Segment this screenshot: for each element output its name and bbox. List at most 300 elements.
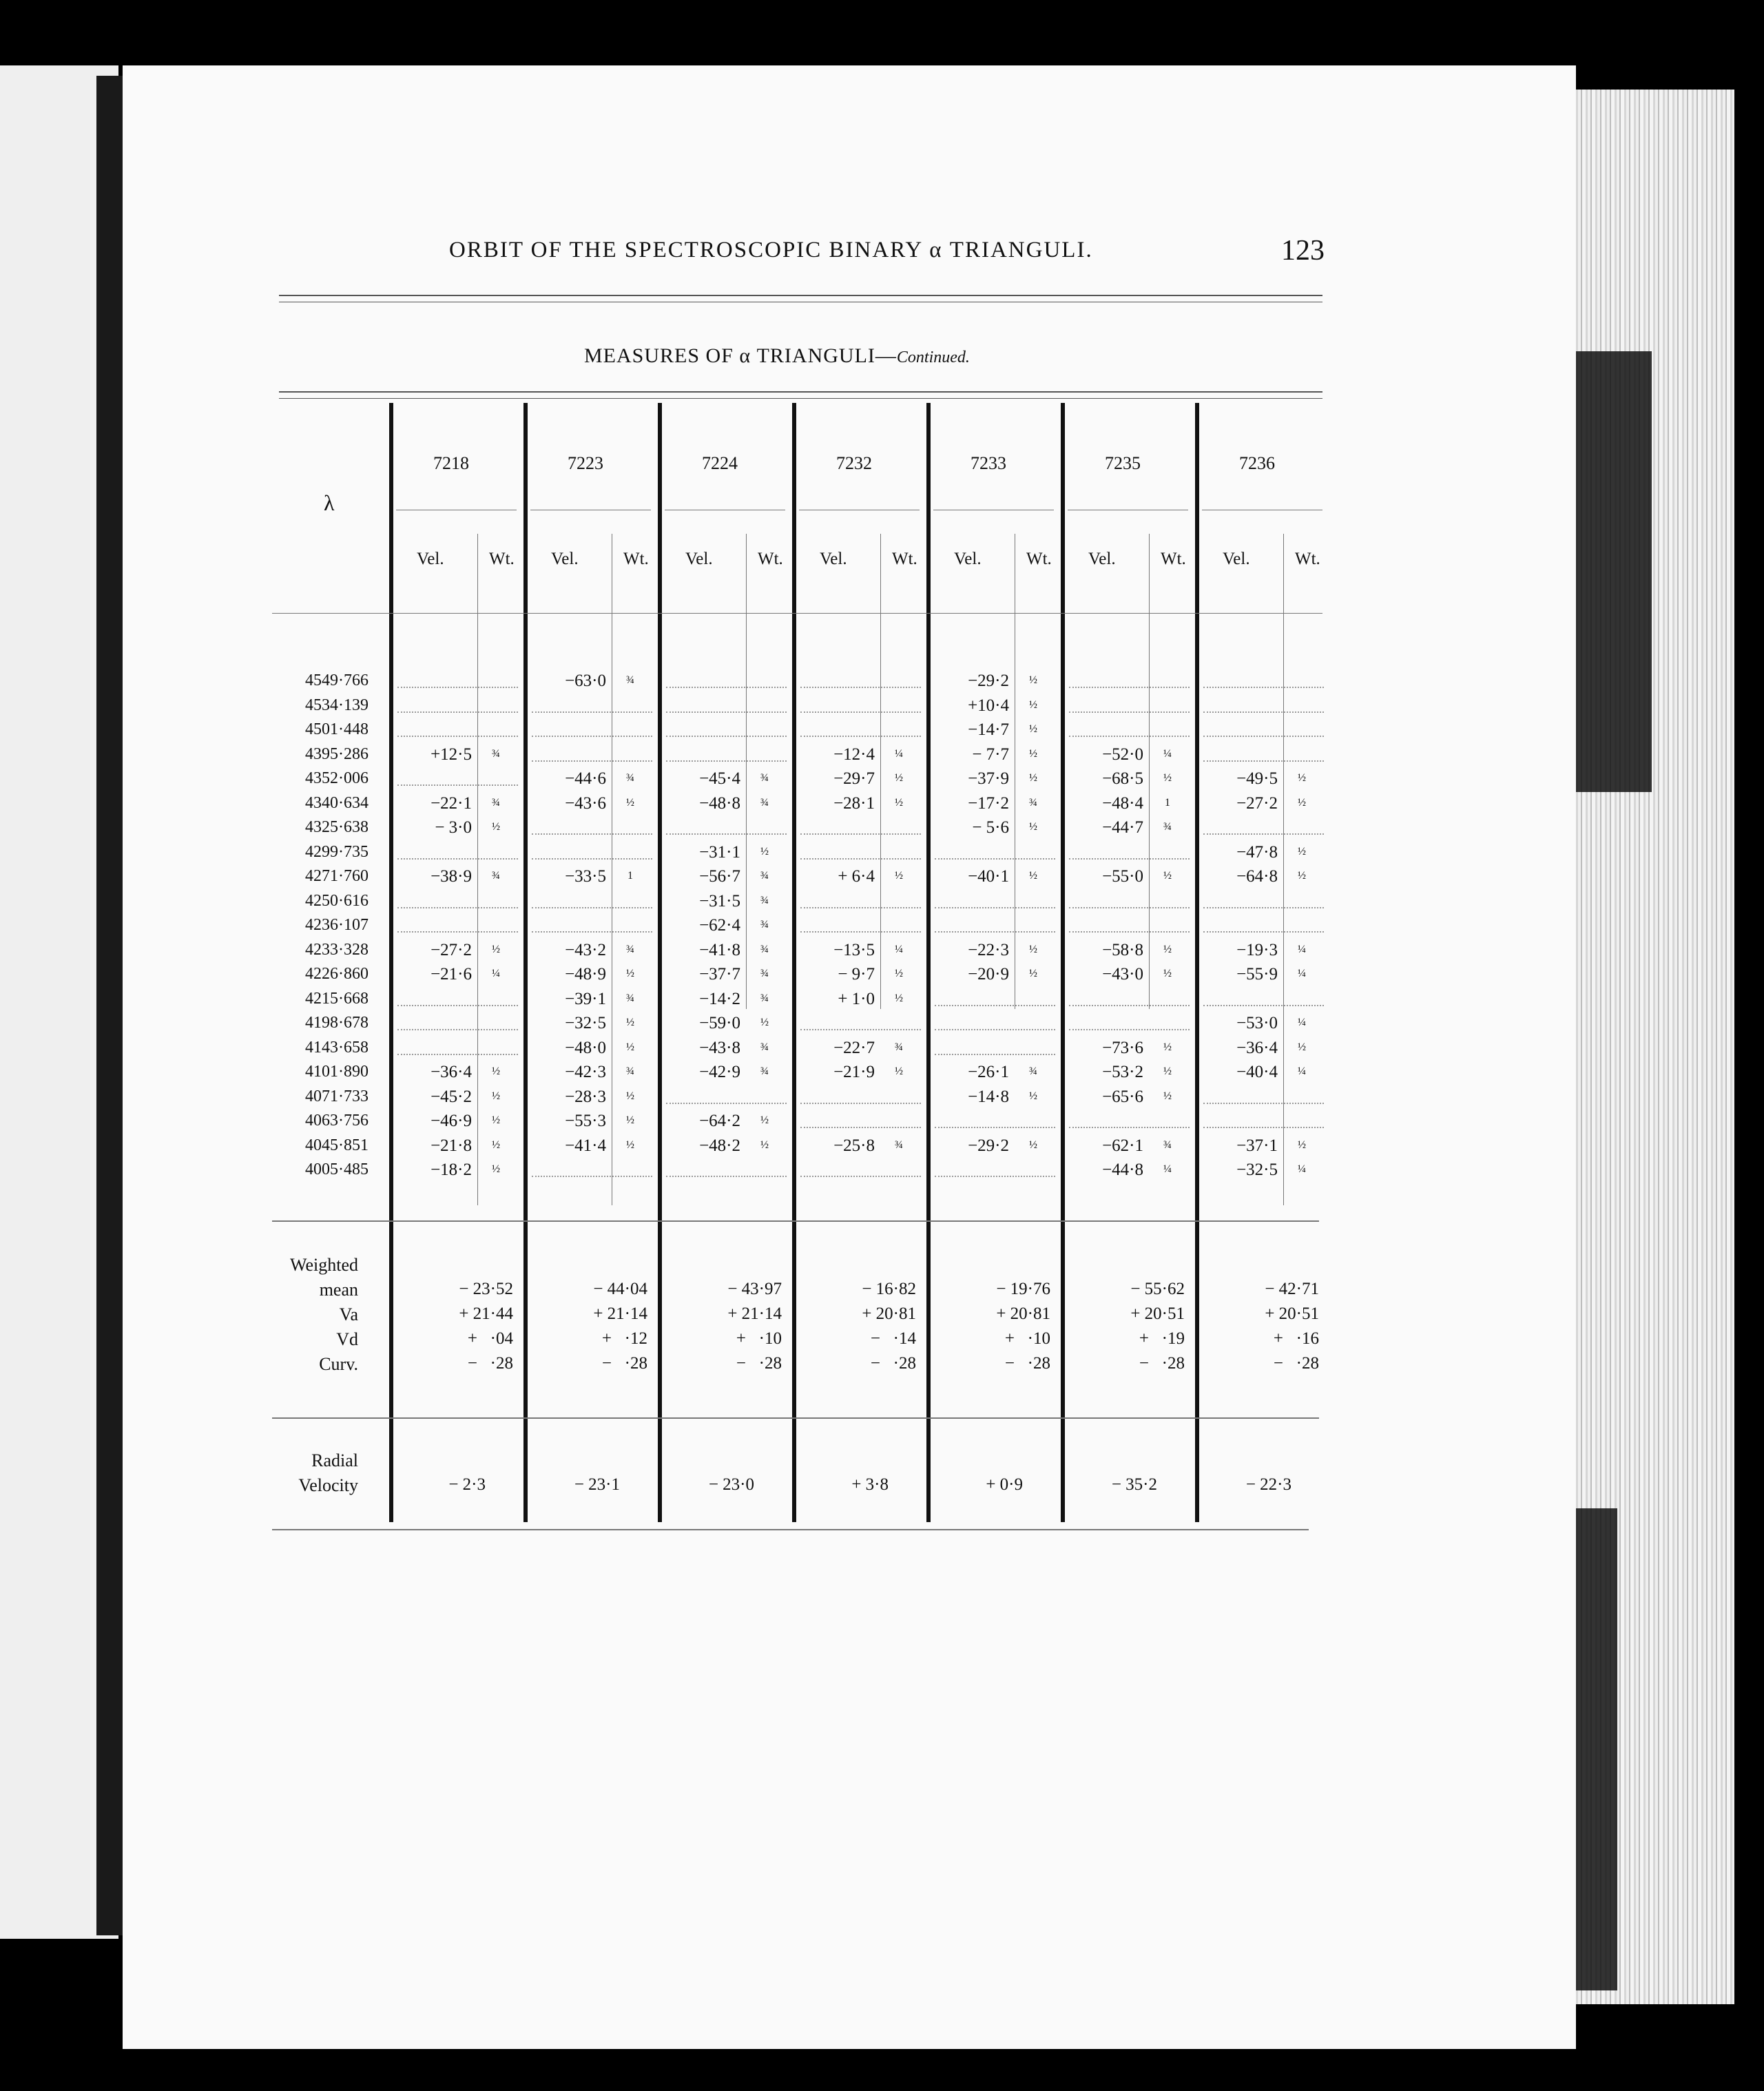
weight-value: ½ bbox=[1163, 772, 1172, 784]
wavelength: 4501·448 bbox=[305, 720, 369, 738]
dot-leader bbox=[666, 687, 787, 688]
mean-value: − 43·97 bbox=[727, 1280, 782, 1298]
dot-leader bbox=[666, 711, 787, 713]
velocity-value: −36·4 bbox=[1236, 1038, 1278, 1057]
velocity-label: Velocity bbox=[298, 1475, 358, 1495]
page-number: 123 bbox=[1281, 235, 1325, 267]
velocity-value: −62·4 bbox=[699, 916, 740, 935]
velocity-value: −58·8 bbox=[1102, 940, 1143, 959]
radial-velocity-value: + 3·8 bbox=[851, 1475, 889, 1494]
dot-leader bbox=[935, 858, 1055, 860]
wavelength: 4395·286 bbox=[305, 745, 369, 763]
weight-value: ¼ bbox=[895, 943, 903, 955]
weight-value: ¾ bbox=[760, 1065, 769, 1077]
velocity-value: −43·6 bbox=[565, 793, 606, 813]
velocity-value: +10·4 bbox=[968, 696, 1009, 715]
weight-value: ½ bbox=[626, 1090, 634, 1102]
mean-value: − 19·76 bbox=[996, 1280, 1050, 1298]
vd-value: + ·19 bbox=[1139, 1329, 1185, 1348]
table-top-rule-2 bbox=[279, 398, 1322, 399]
velocity-value: + 1·0 bbox=[838, 989, 875, 1008]
weight-value: ½ bbox=[1029, 821, 1037, 833]
dot-leader bbox=[800, 1029, 921, 1030]
vd-value: + ·10 bbox=[736, 1329, 782, 1348]
dot-leader bbox=[397, 736, 518, 737]
wavelength: 4549·766 bbox=[305, 672, 369, 689]
dot-leader bbox=[800, 1176, 921, 1177]
velocity-value: −18·2 bbox=[430, 1161, 472, 1179]
dot-leader bbox=[935, 1029, 1055, 1030]
wt-header: Wt. bbox=[1026, 550, 1052, 568]
velocity-value: −64·8 bbox=[1236, 867, 1278, 886]
weight-value: ¾ bbox=[760, 992, 769, 1004]
subheader-rule bbox=[272, 613, 1322, 614]
weight-value: ¾ bbox=[760, 796, 769, 809]
velocity-value: −56·7 bbox=[699, 867, 740, 886]
weight-value: ¼ bbox=[895, 747, 903, 760]
plate-header: 7233 bbox=[971, 453, 1006, 473]
velocity-value: −13·5 bbox=[833, 940, 875, 959]
weight-value: ¼ bbox=[1163, 1163, 1172, 1175]
weight-value: ½ bbox=[1029, 747, 1037, 760]
dot-leader bbox=[532, 711, 652, 713]
velocity-value: −68·5 bbox=[1102, 769, 1143, 788]
wavelength: 4236·107 bbox=[305, 916, 369, 934]
vd-value: − ·14 bbox=[870, 1329, 916, 1348]
wt-header: Wt. bbox=[758, 550, 783, 568]
velocity-value: −48·4 bbox=[1102, 793, 1143, 813]
velocity-value: −12·4 bbox=[833, 745, 875, 764]
weight-value: ¾ bbox=[626, 772, 634, 784]
velocity-value: −29·2 bbox=[968, 1136, 1009, 1155]
radial-label: Radial bbox=[311, 1450, 358, 1470]
wavelength: 4071·733 bbox=[305, 1087, 369, 1105]
weight-value: ½ bbox=[626, 1041, 634, 1053]
weight-value: ¾ bbox=[1163, 1138, 1172, 1151]
page-edges bbox=[1576, 90, 1734, 2004]
curv-value: − ·28 bbox=[1273, 1354, 1319, 1373]
weight-value: ½ bbox=[1029, 723, 1037, 735]
wavelength: 4250·616 bbox=[305, 891, 369, 910]
velocity-value: −37·9 bbox=[968, 769, 1009, 788]
dot-leader bbox=[532, 833, 652, 835]
va-value: + 20·81 bbox=[862, 1304, 916, 1323]
velocity-value: −65·6 bbox=[1102, 1087, 1143, 1106]
wavelength: 4045·851 bbox=[305, 1136, 369, 1154]
velocity-value: −28·1 bbox=[833, 793, 875, 813]
vel-wt-divider bbox=[880, 534, 881, 1009]
velocity-value: −43·0 bbox=[1102, 965, 1143, 984]
dot-leader bbox=[1069, 711, 1190, 713]
weight-value: ½ bbox=[492, 1065, 500, 1077]
vel-wt-divider bbox=[477, 534, 478, 1205]
velocity-value: −41·4 bbox=[565, 1136, 606, 1155]
dot-leader bbox=[1203, 1103, 1324, 1104]
weight-value: ½ bbox=[626, 796, 634, 809]
weight-value: ½ bbox=[492, 1138, 500, 1151]
radial-top-rule bbox=[272, 1417, 1319, 1419]
dot-leader bbox=[1203, 931, 1324, 933]
va-value: + 20·81 bbox=[996, 1304, 1050, 1323]
weight-value: ¼ bbox=[1298, 943, 1306, 955]
dot-leader bbox=[1203, 833, 1324, 835]
dot-leader bbox=[1069, 931, 1190, 933]
velocity-value: −46·9 bbox=[430, 1112, 472, 1130]
dot-leader bbox=[800, 907, 921, 908]
weight-value: ½ bbox=[895, 1065, 903, 1077]
vd-value: + ·04 bbox=[467, 1329, 513, 1348]
dot-leader bbox=[532, 760, 652, 762]
velocity-value: −53·0 bbox=[1236, 1014, 1278, 1032]
weight-value: 1 bbox=[627, 870, 633, 882]
velocity-value: −43·2 bbox=[565, 940, 606, 959]
velocity-value: − 5·6 bbox=[972, 818, 1009, 837]
velocity-value: −37·7 bbox=[699, 965, 740, 984]
va-value: + 21·14 bbox=[727, 1304, 782, 1323]
dot-leader bbox=[1203, 1127, 1324, 1128]
table-top-rule-1 bbox=[279, 391, 1322, 393]
weight-value: ½ bbox=[1163, 1090, 1172, 1102]
summary-top-rule bbox=[272, 1220, 1319, 1222]
dot-leader bbox=[1203, 1005, 1324, 1006]
wavelength: 4063·756 bbox=[305, 1112, 369, 1130]
velocity-value: −17·2 bbox=[968, 793, 1009, 813]
weight-value: ½ bbox=[895, 968, 903, 979]
weight-value: ½ bbox=[1163, 1041, 1172, 1053]
wt-header: Wt. bbox=[892, 550, 917, 568]
weight-value: ¾ bbox=[492, 870, 500, 882]
weight-value: ¾ bbox=[760, 1041, 769, 1053]
plate-header: 7235 bbox=[1105, 453, 1141, 473]
weight-value: ¾ bbox=[492, 796, 500, 809]
weight-value: ½ bbox=[492, 943, 500, 955]
weight-value: ¼ bbox=[1298, 1065, 1306, 1077]
velocity-value: −48·0 bbox=[565, 1038, 606, 1057]
velocity-value: −31·1 bbox=[699, 842, 740, 862]
weight-value: ½ bbox=[1029, 772, 1037, 784]
weight-value: ½ bbox=[1298, 870, 1306, 882]
dot-leader bbox=[935, 907, 1055, 908]
mean-value: − 23·52 bbox=[459, 1280, 513, 1298]
velocity-value: −73·6 bbox=[1102, 1038, 1143, 1057]
vel-wt-divider bbox=[1149, 534, 1150, 1009]
weight-value: ½ bbox=[760, 845, 769, 857]
dot-leader bbox=[1203, 711, 1324, 713]
velocity-value: −44·7 bbox=[1102, 818, 1143, 837]
velocity-value: −31·5 bbox=[699, 891, 740, 911]
weight-value: ½ bbox=[1163, 870, 1172, 882]
dot-leader bbox=[935, 1127, 1055, 1128]
dot-leader bbox=[1069, 736, 1190, 737]
velocity-value: −27·2 bbox=[430, 940, 472, 959]
velocity-value: −40·4 bbox=[1236, 1063, 1278, 1081]
velocity-value: −42·3 bbox=[565, 1063, 606, 1081]
wavelength: 4233·328 bbox=[305, 940, 369, 959]
vel-header: Vel. bbox=[1223, 550, 1250, 568]
weight-value: ¾ bbox=[492, 747, 500, 760]
va-label: Va bbox=[339, 1304, 358, 1324]
weight-value: ¾ bbox=[1029, 1065, 1037, 1077]
velocity-value: −48·2 bbox=[699, 1136, 740, 1155]
velocity-value: −26·1 bbox=[968, 1063, 1009, 1081]
vd-value: + ·16 bbox=[1273, 1329, 1319, 1348]
weight-value: ½ bbox=[895, 796, 903, 809]
weight-value: ¾ bbox=[626, 992, 634, 1004]
curv-value: − ·28 bbox=[1139, 1354, 1185, 1373]
velocity-value: −40·1 bbox=[968, 867, 1009, 886]
velocity-value: −45·4 bbox=[699, 769, 740, 788]
dot-leader bbox=[666, 833, 787, 835]
weight-value: ¾ bbox=[760, 894, 769, 906]
velocity-value: −55·9 bbox=[1236, 965, 1278, 984]
wavelength: 4143·658 bbox=[305, 1038, 369, 1057]
velocity-value: −29·7 bbox=[833, 769, 875, 788]
curv-value: − ·28 bbox=[467, 1354, 513, 1373]
velocity-value: −42·9 bbox=[699, 1063, 740, 1081]
table-bottom-rule bbox=[272, 1529, 1309, 1530]
velocity-value: −43·8 bbox=[699, 1038, 740, 1057]
vd-value: + ·12 bbox=[601, 1329, 647, 1348]
book-gutter bbox=[96, 76, 123, 1935]
velocity-value: −14·2 bbox=[699, 989, 740, 1008]
weight-value: ½ bbox=[760, 1017, 769, 1028]
dot-leader bbox=[1069, 1005, 1190, 1006]
dot-leader bbox=[397, 931, 518, 933]
velocity-value: −28·3 bbox=[565, 1087, 606, 1106]
velocity-value: −59·0 bbox=[699, 1014, 740, 1032]
dot-leader bbox=[397, 858, 518, 860]
dot-leader bbox=[666, 736, 787, 737]
velocity-value: − 9·7 bbox=[838, 965, 875, 984]
curv-value: − ·28 bbox=[736, 1354, 782, 1373]
weight-value: ½ bbox=[492, 1114, 500, 1126]
velocity-value: −47·8 bbox=[1236, 842, 1278, 862]
velocity-value: −49·5 bbox=[1236, 769, 1278, 788]
velocity-value: − 7·7 bbox=[972, 745, 1009, 764]
radial-velocity-value: + 0·9 bbox=[986, 1475, 1023, 1494]
weight-value: ¼ bbox=[1298, 968, 1306, 979]
weight-value: ¼ bbox=[1298, 1163, 1306, 1175]
weight-value: ½ bbox=[1163, 968, 1172, 979]
velocity-value: −29·2 bbox=[968, 672, 1009, 690]
weight-value: ¼ bbox=[492, 968, 500, 979]
velocity-value: −44·8 bbox=[1102, 1161, 1143, 1179]
velocity-value: + 6·4 bbox=[838, 867, 875, 886]
head-rule-1 bbox=[279, 295, 1322, 296]
dot-leader bbox=[397, 907, 518, 908]
curv-value: − ·28 bbox=[1004, 1354, 1050, 1373]
weighted-label: Weighted bbox=[290, 1255, 358, 1275]
weight-value: ½ bbox=[1029, 674, 1037, 686]
weight-value: ½ bbox=[1298, 1138, 1306, 1151]
wavelength: 4198·678 bbox=[305, 1014, 369, 1032]
dot-leader bbox=[1069, 1127, 1190, 1128]
dot-leader bbox=[397, 711, 518, 713]
velocity-value: − 3·0 bbox=[435, 818, 472, 837]
dot-leader bbox=[666, 1176, 787, 1177]
dot-leader bbox=[935, 931, 1055, 933]
velocity-value: −22·7 bbox=[833, 1038, 875, 1057]
wavelength: 4325·638 bbox=[305, 818, 369, 836]
velocity-value: −36·4 bbox=[430, 1063, 472, 1081]
velocity-value: −55·3 bbox=[565, 1112, 606, 1130]
wt-header: Wt. bbox=[1295, 550, 1320, 568]
vel-header: Vel. bbox=[551, 550, 579, 568]
plate-header: 7236 bbox=[1239, 453, 1275, 473]
velocity-value: −38·9 bbox=[430, 867, 472, 886]
mean-value: − 55·62 bbox=[1130, 1280, 1185, 1298]
mean-value: − 16·82 bbox=[862, 1280, 916, 1298]
velocity-value: −63·0 bbox=[565, 672, 606, 690]
wt-header: Wt. bbox=[1161, 550, 1186, 568]
dot-leader bbox=[1203, 907, 1324, 908]
va-value: + 21·44 bbox=[459, 1304, 513, 1323]
vd-value: + ·10 bbox=[1004, 1329, 1050, 1348]
weight-value: ½ bbox=[492, 1163, 500, 1175]
wavelength: 4352·006 bbox=[305, 769, 369, 787]
weight-value: ¾ bbox=[760, 919, 769, 930]
wavelength: 4226·860 bbox=[305, 965, 369, 983]
vel-header: Vel. bbox=[685, 550, 713, 568]
weight-value: ½ bbox=[626, 1017, 634, 1028]
wavelength: 4340·634 bbox=[305, 793, 369, 812]
velocity-value: −25·8 bbox=[833, 1136, 875, 1155]
lambda-header: λ bbox=[324, 490, 335, 515]
velocity-value: +12·5 bbox=[430, 745, 472, 764]
weight-value: ¼ bbox=[1298, 1017, 1306, 1028]
velocity-value: −64·2 bbox=[699, 1112, 740, 1130]
dot-leader bbox=[1069, 907, 1190, 908]
velocity-value: −48·9 bbox=[565, 965, 606, 984]
weight-value: ¾ bbox=[760, 772, 769, 784]
mean-value: − 42·71 bbox=[1265, 1280, 1319, 1298]
weight-value: ½ bbox=[1029, 1138, 1037, 1151]
velocity-value: −55·0 bbox=[1102, 867, 1143, 886]
vel-wt-divider bbox=[1283, 534, 1284, 1205]
vel-header: Vel. bbox=[820, 550, 847, 568]
dot-leader bbox=[1203, 760, 1324, 762]
radial-velocity-value: − 35·2 bbox=[1111, 1475, 1157, 1494]
curv-value: − ·28 bbox=[870, 1354, 916, 1373]
weight-value: ½ bbox=[626, 1138, 634, 1151]
weight-value: 1 bbox=[1165, 796, 1170, 809]
wt-header: Wt. bbox=[623, 550, 649, 568]
weight-value: ½ bbox=[1163, 1065, 1172, 1077]
dot-leader bbox=[532, 736, 652, 737]
velocity-value: −41·8 bbox=[699, 940, 740, 959]
velocity-value: −21·9 bbox=[833, 1063, 875, 1081]
weight-value: ½ bbox=[1029, 943, 1037, 955]
wt-header: Wt. bbox=[489, 550, 515, 568]
weight-value: ¾ bbox=[760, 943, 769, 955]
weight-value: ½ bbox=[626, 968, 634, 979]
weight-value: ½ bbox=[1029, 968, 1037, 979]
wavelength: 4534·139 bbox=[305, 696, 369, 714]
weight-value: ¾ bbox=[626, 1065, 634, 1077]
plate-header: 7224 bbox=[702, 453, 738, 473]
velocity-value: −22·3 bbox=[968, 940, 1009, 959]
dot-leader bbox=[1203, 687, 1324, 688]
dot-leader bbox=[532, 1176, 652, 1177]
velocity-value: −33·5 bbox=[565, 867, 606, 886]
wavelength: 4299·735 bbox=[305, 842, 369, 861]
dot-leader bbox=[1069, 687, 1190, 688]
mean-label: mean bbox=[319, 1280, 358, 1300]
velocity-value: −39·1 bbox=[565, 989, 606, 1008]
velocity-value: −14·7 bbox=[968, 720, 1009, 739]
weight-value: ½ bbox=[1298, 1041, 1306, 1053]
weight-value: ½ bbox=[492, 821, 500, 833]
velocity-value: −32·5 bbox=[565, 1014, 606, 1032]
wavelength: 4271·760 bbox=[305, 867, 369, 885]
edge-stamp-bottom bbox=[1576, 1508, 1617, 1990]
weight-value: ½ bbox=[895, 870, 903, 882]
vel-header: Vel. bbox=[1088, 550, 1116, 568]
velocity-value: −45·2 bbox=[430, 1087, 472, 1106]
radial-velocity-value: − 22·3 bbox=[1245, 1475, 1291, 1494]
table-title: MEASURES OF α TRIANGULI—Continued. bbox=[584, 344, 970, 367]
plate-header: 7218 bbox=[433, 453, 469, 473]
weight-value: ¾ bbox=[1029, 796, 1037, 809]
wavelength: 4005·485 bbox=[305, 1161, 369, 1178]
weight-value: ¾ bbox=[895, 1138, 903, 1151]
weight-value: ½ bbox=[1298, 772, 1306, 784]
weight-value: ¾ bbox=[760, 968, 769, 979]
weight-value: ¾ bbox=[760, 870, 769, 882]
velocity-value: −62·1 bbox=[1102, 1136, 1143, 1155]
curv-value: − ·28 bbox=[601, 1354, 647, 1373]
velocity-value: −52·0 bbox=[1102, 745, 1143, 764]
weight-value: ½ bbox=[492, 1090, 500, 1102]
velocity-value: −48·8 bbox=[699, 793, 740, 813]
velocity-value: −21·6 bbox=[430, 965, 472, 984]
velocity-value: −32·5 bbox=[1236, 1161, 1278, 1179]
vel-wt-divider bbox=[746, 534, 747, 1009]
velocity-value: −53·2 bbox=[1102, 1063, 1143, 1081]
va-value: + 20·51 bbox=[1265, 1304, 1319, 1323]
weight-value: ½ bbox=[760, 1138, 769, 1151]
dot-leader bbox=[800, 1127, 921, 1128]
plate-header: 7232 bbox=[836, 453, 872, 473]
velocity-value: −44·6 bbox=[565, 769, 606, 788]
dot-leader bbox=[800, 858, 921, 860]
wavelength: 4101·890 bbox=[305, 1063, 369, 1081]
weight-value: ¾ bbox=[1163, 821, 1172, 833]
curv-label: Curv. bbox=[319, 1354, 358, 1374]
weight-value: ½ bbox=[1163, 943, 1172, 955]
weight-value: ½ bbox=[895, 772, 903, 784]
plate-header: 7223 bbox=[568, 453, 603, 473]
velocity-value: −20·9 bbox=[968, 965, 1009, 984]
velocity-value: −21·8 bbox=[430, 1136, 472, 1155]
weight-value: ¼ bbox=[1163, 747, 1172, 760]
dot-leader bbox=[935, 1005, 1055, 1006]
weight-value: ¾ bbox=[895, 1041, 903, 1053]
velocity-value: −22·1 bbox=[430, 793, 472, 813]
mean-value: − 44·04 bbox=[593, 1280, 647, 1298]
weight-value: ½ bbox=[760, 1114, 769, 1126]
weight-value: ½ bbox=[1298, 845, 1306, 857]
velocity-value: −27·2 bbox=[1236, 793, 1278, 813]
dot-leader bbox=[666, 1103, 787, 1104]
radial-velocity-value: − 2·3 bbox=[448, 1475, 486, 1494]
weight-value: ¾ bbox=[626, 674, 634, 686]
weight-value: ½ bbox=[895, 992, 903, 1004]
running-head: ORBIT OF THE SPECTROSCOPIC BINARY α TRIANGULI. bbox=[449, 238, 1093, 262]
va-value: + 21·14 bbox=[593, 1304, 647, 1323]
weight-value: ½ bbox=[626, 1114, 634, 1126]
weight-value: ½ bbox=[1029, 1090, 1037, 1102]
